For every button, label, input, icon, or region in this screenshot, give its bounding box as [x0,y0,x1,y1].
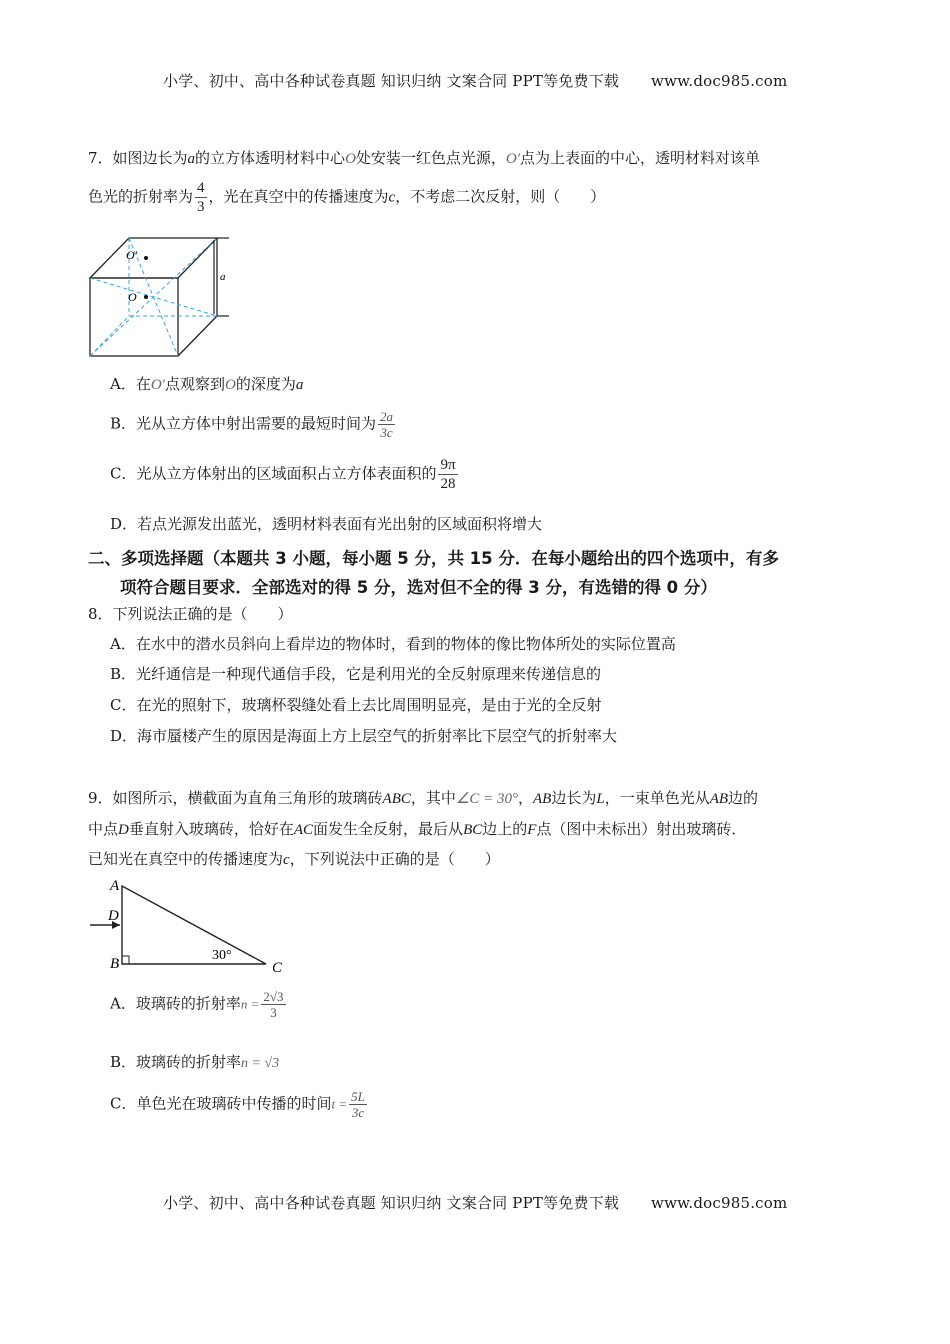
page-header [163,70,787,91]
q9-stem-line2: 中点D垂直射入玻璃砖，恰好在AC面发生全反射，最后从BC边上的F点（图中未标出）射出玻璃砖． [88,820,747,838]
q9-stem-line3: 已知光在真空中的传播速度为c，下列说法中正确的是（ ） [88,850,500,868]
header-url[interactable]: www.doc985.com [651,72,788,90]
triangle-abc [122,886,266,964]
header-text: 小学、初中、高中各种试卷真题 知识归纳 文案合同 PPT等免费下载 [163,72,620,90]
section2-title-line1: 二、多项选择题（本题共 3 小题，每小题 5 分，共 15 分．在每小题给出的四个选项中，有多 [88,549,779,568]
q7-option-a: A．在O′点观察到O的深度为a [110,375,304,393]
q9-option-c: C．单色光在玻璃砖中传播的时间t = $\frac{5L}{3c}$ [110,1089,365,1120]
label-o-prime: O′ [126,248,138,262]
q7-option-c: C．光从立方体射出的区域面积占立方体表面积的 $\frac{9\pi}{28}$ [110,457,456,492]
q9-option-b: B．玻璃砖的折射率n = √3 [110,1053,280,1071]
refractive-index-fraction: $\frac{4}{3}$ [197,180,205,215]
cube-hidden-lines [90,238,217,356]
q9-option-a: A．玻璃砖的折射率n = $\frac{2√3}{3}$ [110,989,284,1020]
q7-option-b: B．光从立方体中射出需要的最短时间为 $\frac{2a}{3c}$ [110,409,394,440]
footer-text: 小学、初中、高中各种试卷真题 知识归纳 文案合同 PPT等免费下载 [163,1194,620,1212]
page-footer [163,1192,787,1213]
triangle-figure [86,876,296,978]
q8-option-d: D．海市蜃楼产生的原因是海面上方上层空气的折射率比下层空气的折射率大 [110,727,618,745]
q8-stem: 8．下列说法正确的是（ ） [88,605,293,623]
label-vertex-b: B [110,956,120,972]
q8-option-b: B．光纤通信是一种现代通信手段，它是利用光的全反射原理来传递信息的 [110,665,602,683]
label-a: a [220,271,226,283]
q7-stem-line2: 色光的折射率为 $\frac{4}{3}$ ，光在真空中的传播速度为c，不考虑二次反射，则（ ） [88,180,606,215]
label-o: O [128,290,137,304]
cube-figure [84,232,244,362]
q7-stem-line1: 7．如图边长为a的立方体透明材料中心O处安装一红色点光源，O′点为上表面的中心，透明材料对该单 [88,149,761,167]
label-vertex-c: C [272,960,283,976]
q8-option-c: C．在光的照射下，玻璃杯裂缝处看上去比周围明显亮，是由于光的全反射 [110,696,602,714]
cube-top-face [90,238,217,278]
q7-option-d: D．若点光源发出蓝光，透明材料表面有光出射的区域面积将增大 [110,515,543,533]
section2-title-line2: 项符合题目要求．全部选对的得 5 分，选对但不全的得 3 分，有选错的得 0 分） [120,578,717,597]
q9-stem-line1: 9．如图所示，横截面为直角三角形的玻璃砖ABC，其中∠C = 30°，AB边长为L，一束单色光从AB边的 [88,789,759,807]
label-angle-30: 30° [212,948,232,963]
right-angle-mark [122,956,129,964]
point-o [144,295,148,299]
q8-option-a: A．在水中的潜水员斜向上看岸边的物体时，看到的物体的像比物体所处的实际位置高 [110,635,676,653]
footer-url[interactable]: www.doc985.com [651,1194,788,1212]
label-vertex-a: A [110,878,120,894]
label-point-d: D [108,908,119,924]
point-o-prime [144,256,148,260]
